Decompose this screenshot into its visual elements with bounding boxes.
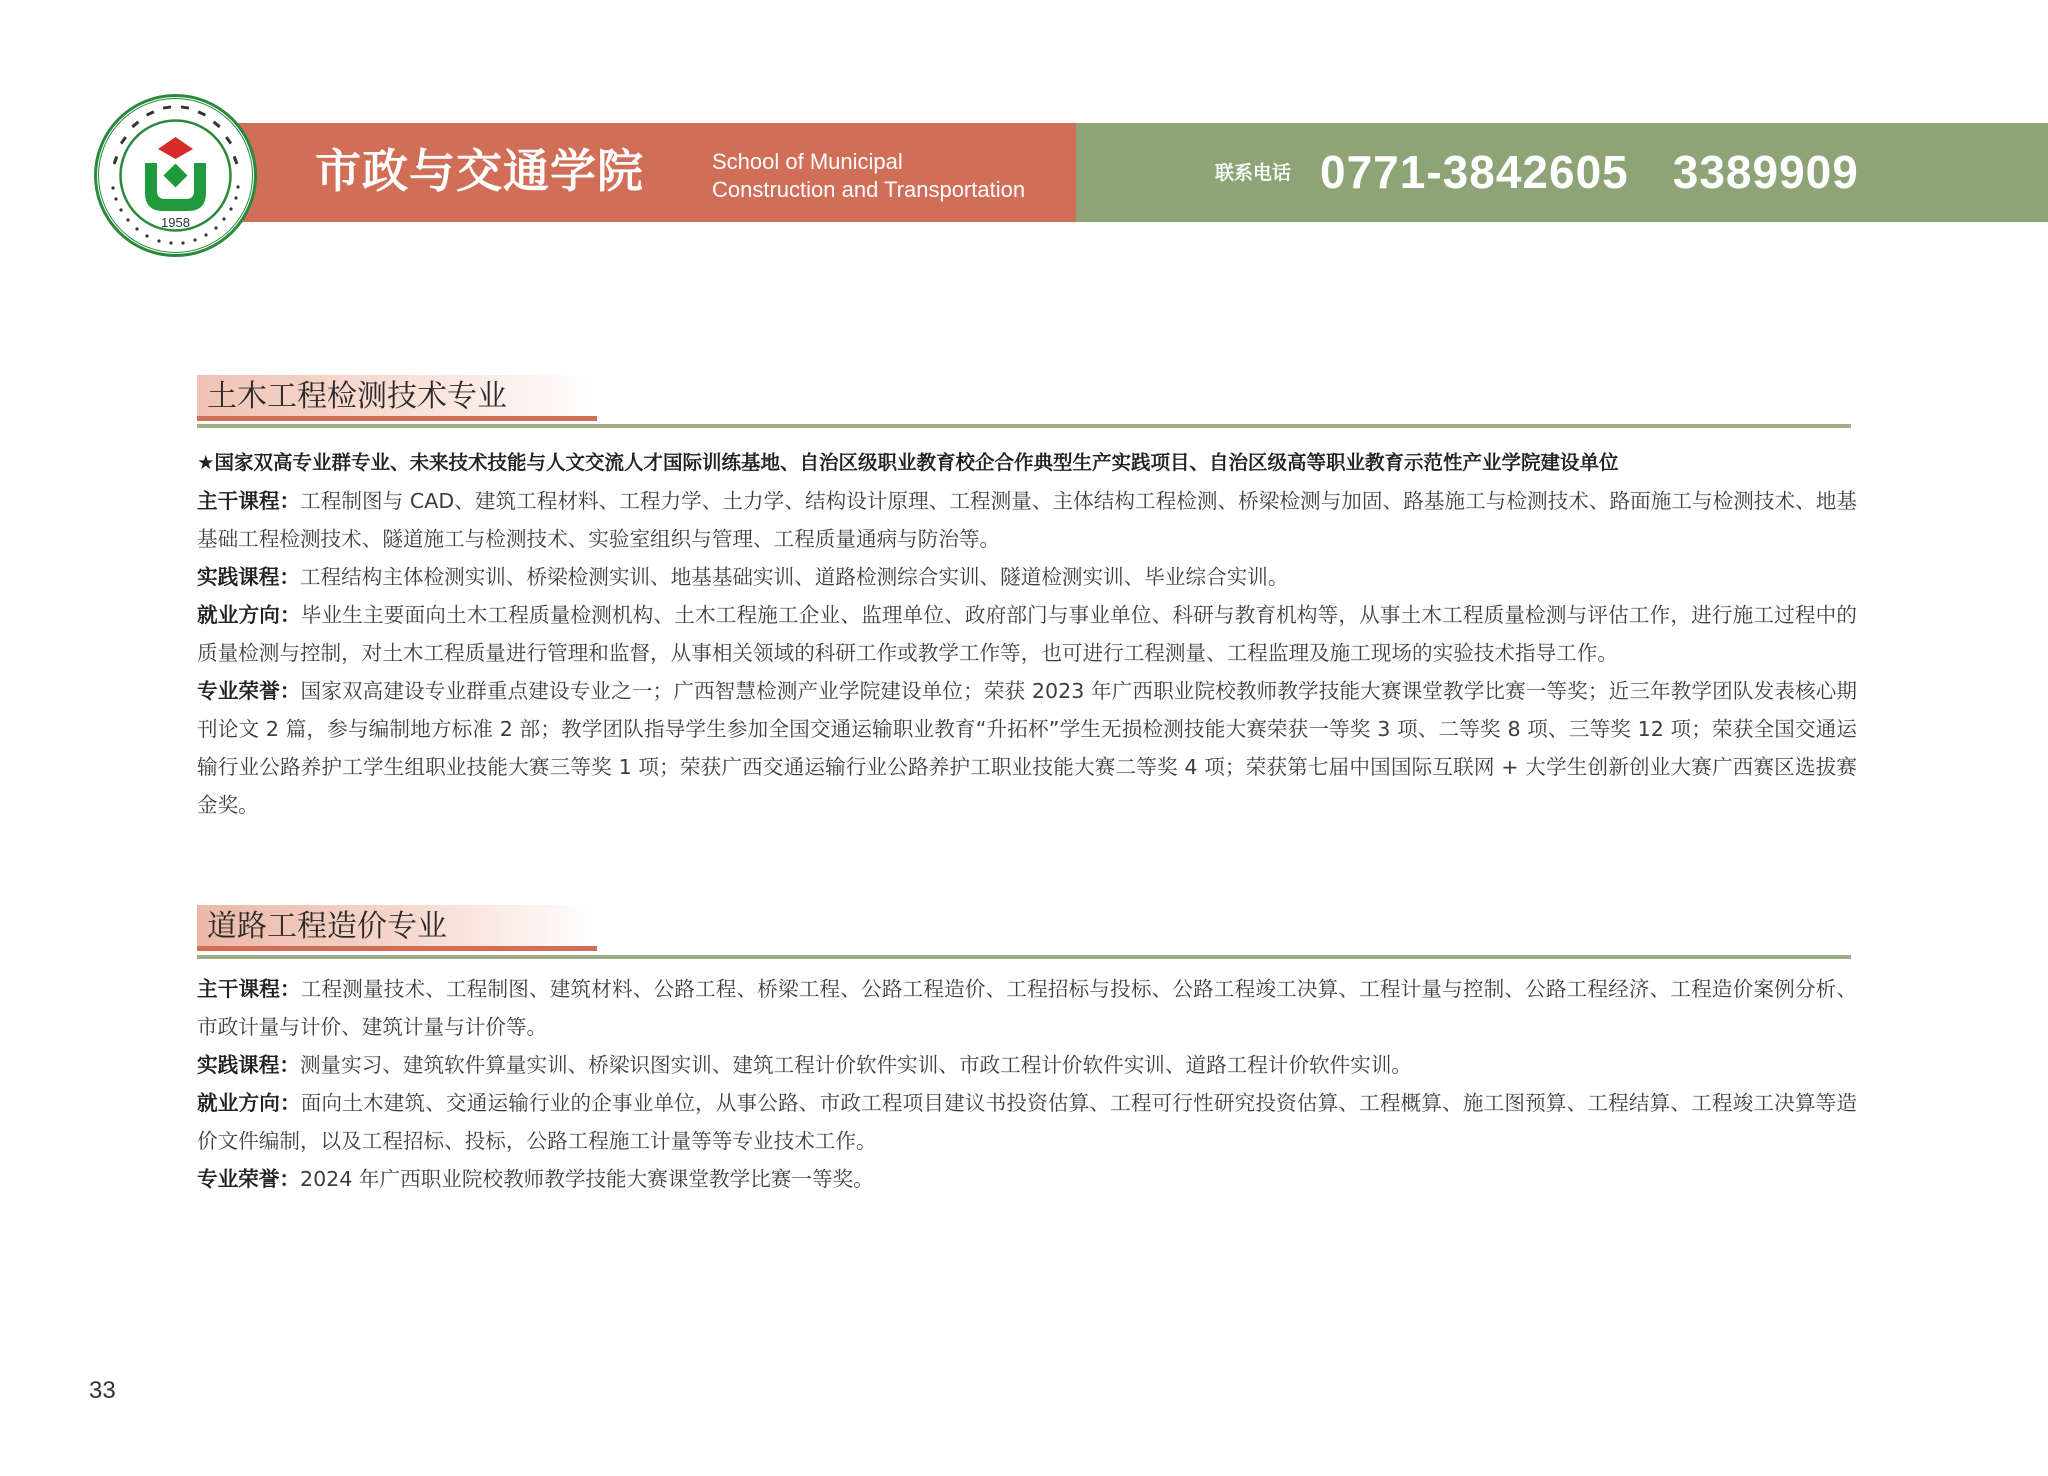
section-1-practice — [197, 558, 1857, 596]
section-1-main-courses — [197, 482, 1857, 558]
section-2-career — [197, 1084, 1857, 1160]
logo-year-text: 1958 — [161, 215, 190, 230]
contact-phones — [1320, 142, 1859, 202]
school-english-line-2: Construction and Transportation — [712, 177, 1026, 202]
honor-label: 专业荣誉： — [197, 1167, 300, 1191]
section-1-career — [197, 596, 1857, 672]
section-1-honor — [197, 672, 1857, 824]
section-2-honor — [197, 1160, 1857, 1198]
section-2-title-bar — [197, 905, 597, 951]
practice-text: 工程结构主体检测实训、桥梁检测实训、地基基础实训、道路检测综合实训、隧道检测实训、毕业综合实训。 — [299, 565, 1289, 589]
section-1-rule — [197, 424, 1851, 428]
section-2-title: 道路工程造价专业 — [207, 909, 447, 944]
school-logo — [93, 93, 258, 258]
practice-label: 实践课程： — [197, 565, 300, 589]
section-2-body — [197, 970, 1857, 1198]
school-logo-emblem — [93, 93, 258, 258]
main-courses-text: 工程制图与 CAD、建筑工程材料、工程力学、土力学、结构设计原理、工程测量、主体结构工程检测、桥梁检测与加固、路基施工与检测技术、路面施工与检测技术、地基基础工程检测技术、隧道施工与检测技术、实验室组织与管理、工程质量通病与防治等。 — [197, 489, 1857, 551]
main-courses-label: 主干课程： — [197, 489, 301, 513]
honor-text: 2024 年广西职业院校教师教学技能大赛课堂教学比赛一等奖。 — [299, 1167, 874, 1191]
phone-number-1: 0771-3842605 — [1320, 146, 1629, 198]
section-1-title-bar — [197, 375, 597, 421]
main-courses-label: 主干课程： — [197, 977, 301, 1001]
school-english-name — [712, 148, 1072, 204]
main-courses-text: 工程测量技术、工程制图、建筑材料、公路工程、桥梁工程、公路工程造价、工程招标与投标、公路工程竣工决算、工程计量与控制、公路工程经济、工程造价案例分析、市政计量与计价、建筑计量与计价等。 — [197, 977, 1857, 1039]
career-label: 就业方向： — [197, 603, 301, 627]
school-english-line-1: School of Municipal — [712, 149, 903, 174]
practice-text: 测量实习、建筑软件算量实训、桥梁识图实训、建筑工程计价软件实训、市政工程计价软件实训、道路工程计价软件实训。 — [299, 1053, 1413, 1077]
phone-number-2: 3389909 — [1672, 146, 1859, 198]
section-2-practice — [197, 1046, 1857, 1084]
career-label: 就业方向： — [197, 1091, 301, 1115]
section-1-body — [197, 444, 1857, 824]
section-1-star-note: ★国家双高专业群专业、未来技术技能与人文交流人才国际训练基地、自治区级职业教育校企合作典型生产实践项目、自治区级高等职业教育示范性产业学院建设单位 — [197, 451, 1619, 474]
school-name: 市政与交通学院 — [315, 144, 644, 198]
section-2-main-courses — [197, 970, 1857, 1046]
honor-text: 国家双高建设专业群重点建设专业之一；广西智慧检测产业学院建设单位；荣获 2023 年广西职业院校教师教学技能大赛课堂教学比赛一等奖；近三年教学团队发表核心期刊论文 2 篇，参与编制地方标准 2 部；教学团队指导学生参加全国交通运输职业教育“升拓杯”学生无损检测技能大赛荣获一等奖 3 项、二等奖 8 项、三等奖 12 项；荣获全国交通运输行业公路养护工学生组职业技能大赛三等奖 1 项；荣获广西交通运输行业公路养护工职业技能大赛二等奖 4 项；荣获第七届中国国际互联网 + 大学生创新创业大赛广西赛区选拔赛金奖。 — [197, 679, 1857, 817]
honor-label: 专业荣誉： — [197, 679, 301, 703]
section-1-title: 土木工程检测技术专业 — [207, 379, 507, 414]
career-text: 面向土木建筑、交通运输行业的企事业单位，从事公路、市政工程项目建议书投资估算、工程可行性研究投资估算、工程概算、施工图预算、工程结算、工程竣工决算等造价文件编制，以及工程招标、投标，公路工程施工计量等等专业技术工作。 — [197, 1091, 1857, 1153]
career-text: 毕业生主要面向土木工程质量检测机构、土木工程施工企业、监理单位、政府部门与事业单位、科研与教育机构等，从事土木工程质量检测与评估工作，进行施工过程中的质量检测与控制，对土木工程质量进行管理和监督，从事相关领域的科研工作或教学工作等，也可进行工程测量、工程监理及施工现场的实验技术指导工作。 — [197, 603, 1857, 665]
page-number: 33 — [89, 1377, 116, 1404]
section-2-rule — [197, 955, 1851, 959]
practice-label: 实践课程： — [197, 1053, 300, 1077]
contact-label: 联系电话 — [1215, 162, 1292, 184]
